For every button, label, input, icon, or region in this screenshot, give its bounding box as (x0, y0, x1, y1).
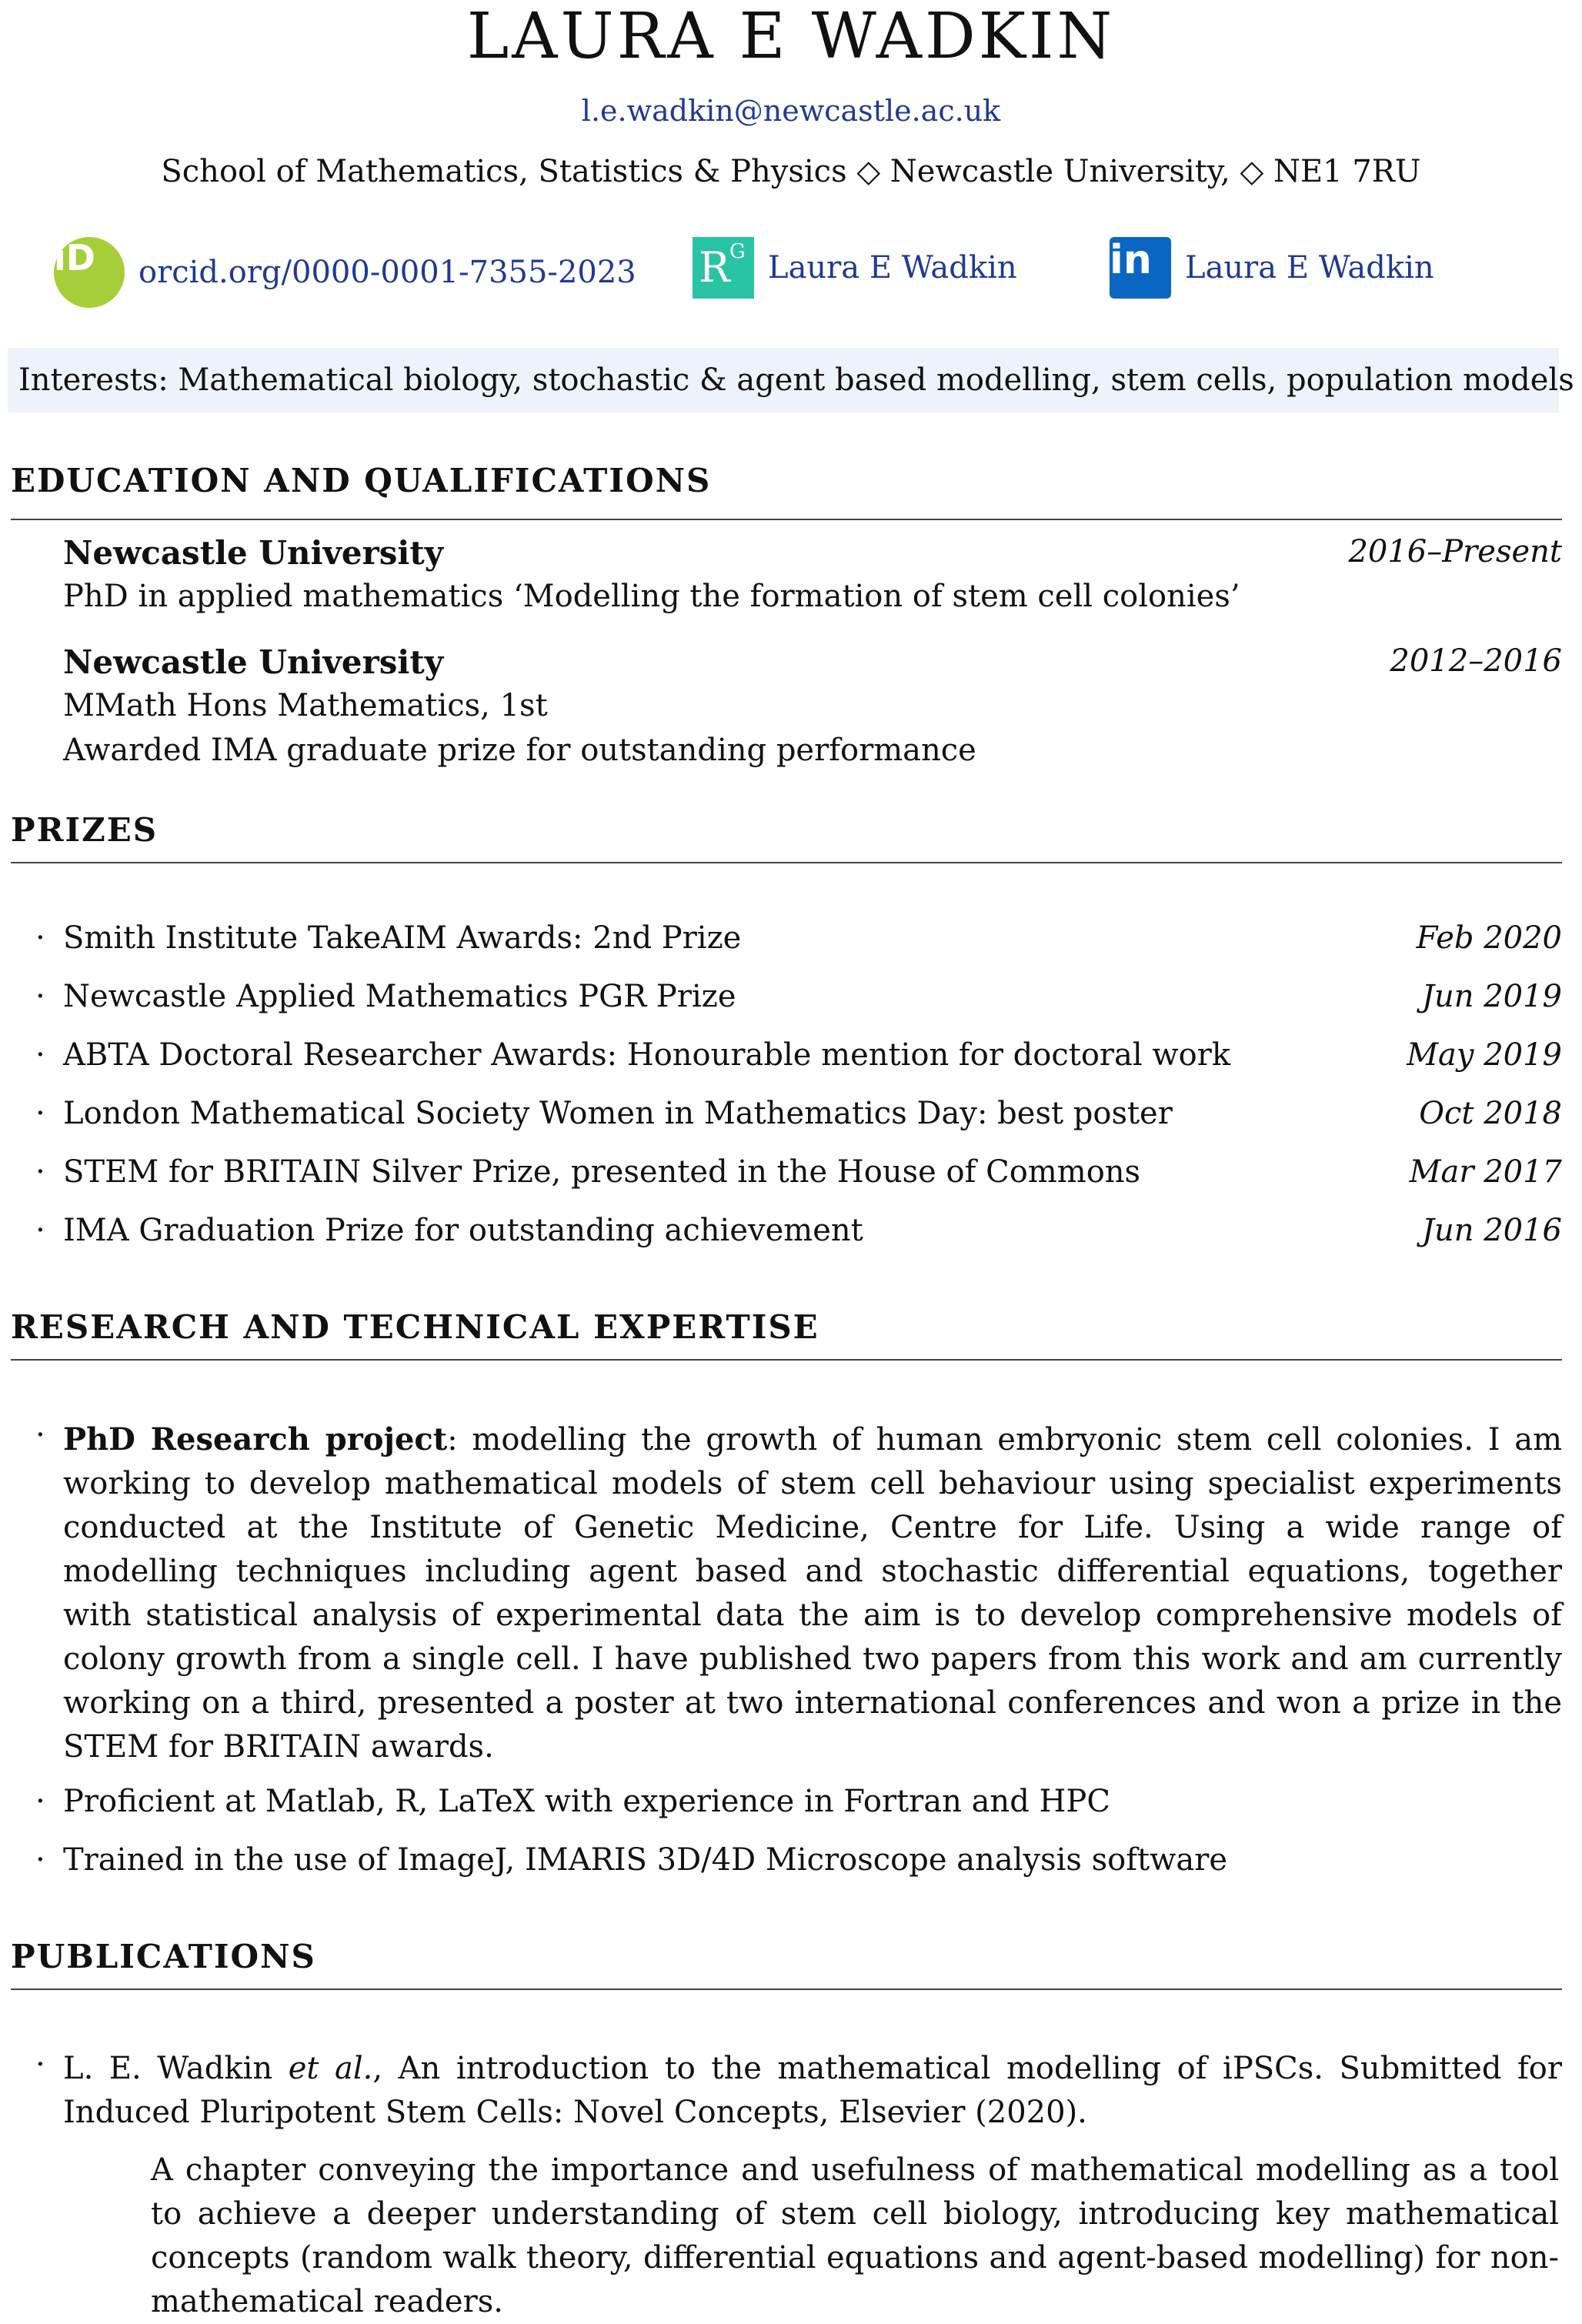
publication-abstract: A chapter conveying the importance and usefulness of mathematical modelling as a tool to achieve a deeper understanding of stem cell biology, introducing key mathematical concepts (random walk theory, differential equations and agent-based modelling) for non-mathematical readers. (151, 2152, 1559, 2319)
researchgate-link[interactable] (693, 237, 1017, 299)
bullet: · (35, 920, 45, 956)
skill-item: Proficient at Matlab, R, LaTeX with experience in Fortran and HPC (63, 1784, 1110, 1819)
linkedin-link[interactable] (1110, 237, 1434, 299)
researchgate-icon: R G (693, 237, 754, 299)
section-title-education: EDUCATION AND QUALIFICATIONS (11, 462, 712, 499)
prize-text: ABTA Doctoral Researcher Awards: Honourable mention for doctoral work (63, 1037, 1231, 1073)
section-title-research: RESEARCH AND TECHNICAL EXPERTISE (11, 1308, 819, 1346)
cv-name: LAURA E WADKIN (466, 0, 1116, 73)
education-detail: MMath Hons Mathematics, 1st (63, 688, 548, 723)
prize-date: Jun 2019 (1421, 979, 1562, 1014)
research-project-label: PhD Research project (63, 1421, 448, 1458)
section-divider (11, 519, 1562, 520)
bullet: · (35, 1096, 45, 1131)
research-project (63, 1417, 1562, 1769)
prize-date: Feb 2020 (1416, 920, 1562, 956)
profile-links (0, 237, 1582, 314)
section-divider (11, 862, 1562, 863)
bullet: · (35, 1784, 45, 1819)
section-divider (11, 1988, 1562, 1990)
bullet: · (35, 1842, 45, 1878)
section-title-prizes: PRIZES (11, 811, 159, 849)
publication-authors: L. E. Wadkin (63, 2051, 289, 2086)
interests-banner: Interests: Mathematical biology, stochastic & agent based modelling, stem cells, population models (8, 348, 1559, 412)
address: School of Mathematics, Statistics & Physics ◇ Newcastle University, ◇ NE1 7RU (161, 154, 1421, 189)
research-project-text: : modelling the growth of human embryonic stem cell colonies. I am working to develop mathematical models of stem cell behaviour using specialist experiments conducted at the Institute of Genetic Medicine, Centre for Life. Using a wide range of modelling techniques including agent based and stochastic differential equations, together with statistical analysis of experimental data the aim is to develop comprehensive models of colony growth from a single cell. I have published two papers from this work and am currently working on a third, presented a poster at two international conferences and won a prize in the STEM for BRITAIN awards. (63, 1422, 1562, 1765)
bullet: · (35, 1417, 45, 1453)
section-divider (11, 1359, 1562, 1361)
prize-date: Jun 2016 (1421, 1213, 1562, 1248)
education-detail: PhD in applied mathematics ‘Modelling the formation of stem cell colonies’ (63, 579, 1240, 614)
publication-entry (63, 2047, 1562, 2135)
bullet: · (35, 1213, 45, 1248)
bullet: · (35, 979, 45, 1014)
education-detail: Awarded IMA graduate prize for outstanding performance (63, 733, 976, 768)
education-date: 2016–Present (1348, 534, 1562, 569)
education-institution: Newcastle University (63, 534, 444, 572)
researchgate-label: Laura E Wadkin (768, 250, 1017, 285)
prize-text: Newcastle Applied Mathematics PGR Prize (63, 979, 736, 1014)
prize-date: Mar 2017 (1409, 1154, 1562, 1190)
prize-text: Smith Institute TakeAIM Awards: 2nd Prize (63, 920, 742, 956)
education-date: 2012–2016 (1390, 643, 1562, 679)
publication-etal: et al. (288, 2051, 373, 2086)
linkedin-icon: in (1110, 237, 1171, 299)
email-link[interactable]: l.e.wadkin@newcastle.ac.uk (581, 94, 1001, 128)
orcid-icon: iD (54, 237, 125, 308)
prize-date: May 2019 (1407, 1037, 1562, 1073)
skill-item: Trained in the use of ImageJ, IMARIS 3D/4D Microscope analysis software (63, 1842, 1227, 1878)
publication-citation: , An introduction to the mathematical modelling of iPSCs. Submitted for Induced Pluripotent Stem Cells: Novel Concepts, Elsevier (2020). (63, 2051, 1563, 2130)
prize-text: IMA Graduation Prize for outstanding achievement (63, 1213, 863, 1248)
prize-date: Oct 2018 (1419, 1096, 1562, 1131)
bullet: · (35, 1037, 45, 1073)
linkedin-label: Laura E Wadkin (1185, 250, 1434, 285)
prize-text: London Mathematical Society Women in Mathematics Day: best poster (63, 1096, 1173, 1131)
orcid-link[interactable] (54, 237, 636, 308)
education-institution: Newcastle University (63, 643, 444, 681)
bullet: · (35, 1154, 45, 1190)
bullet: · (35, 2047, 45, 2082)
prize-text: STEM for BRITAIN Silver Prize, presented in the House of Commons (63, 1154, 1141, 1190)
section-title-publications: PUBLICATIONS (11, 1938, 316, 1975)
orcid-label: orcid.org/0000-0001-7355-2023 (139, 255, 636, 290)
